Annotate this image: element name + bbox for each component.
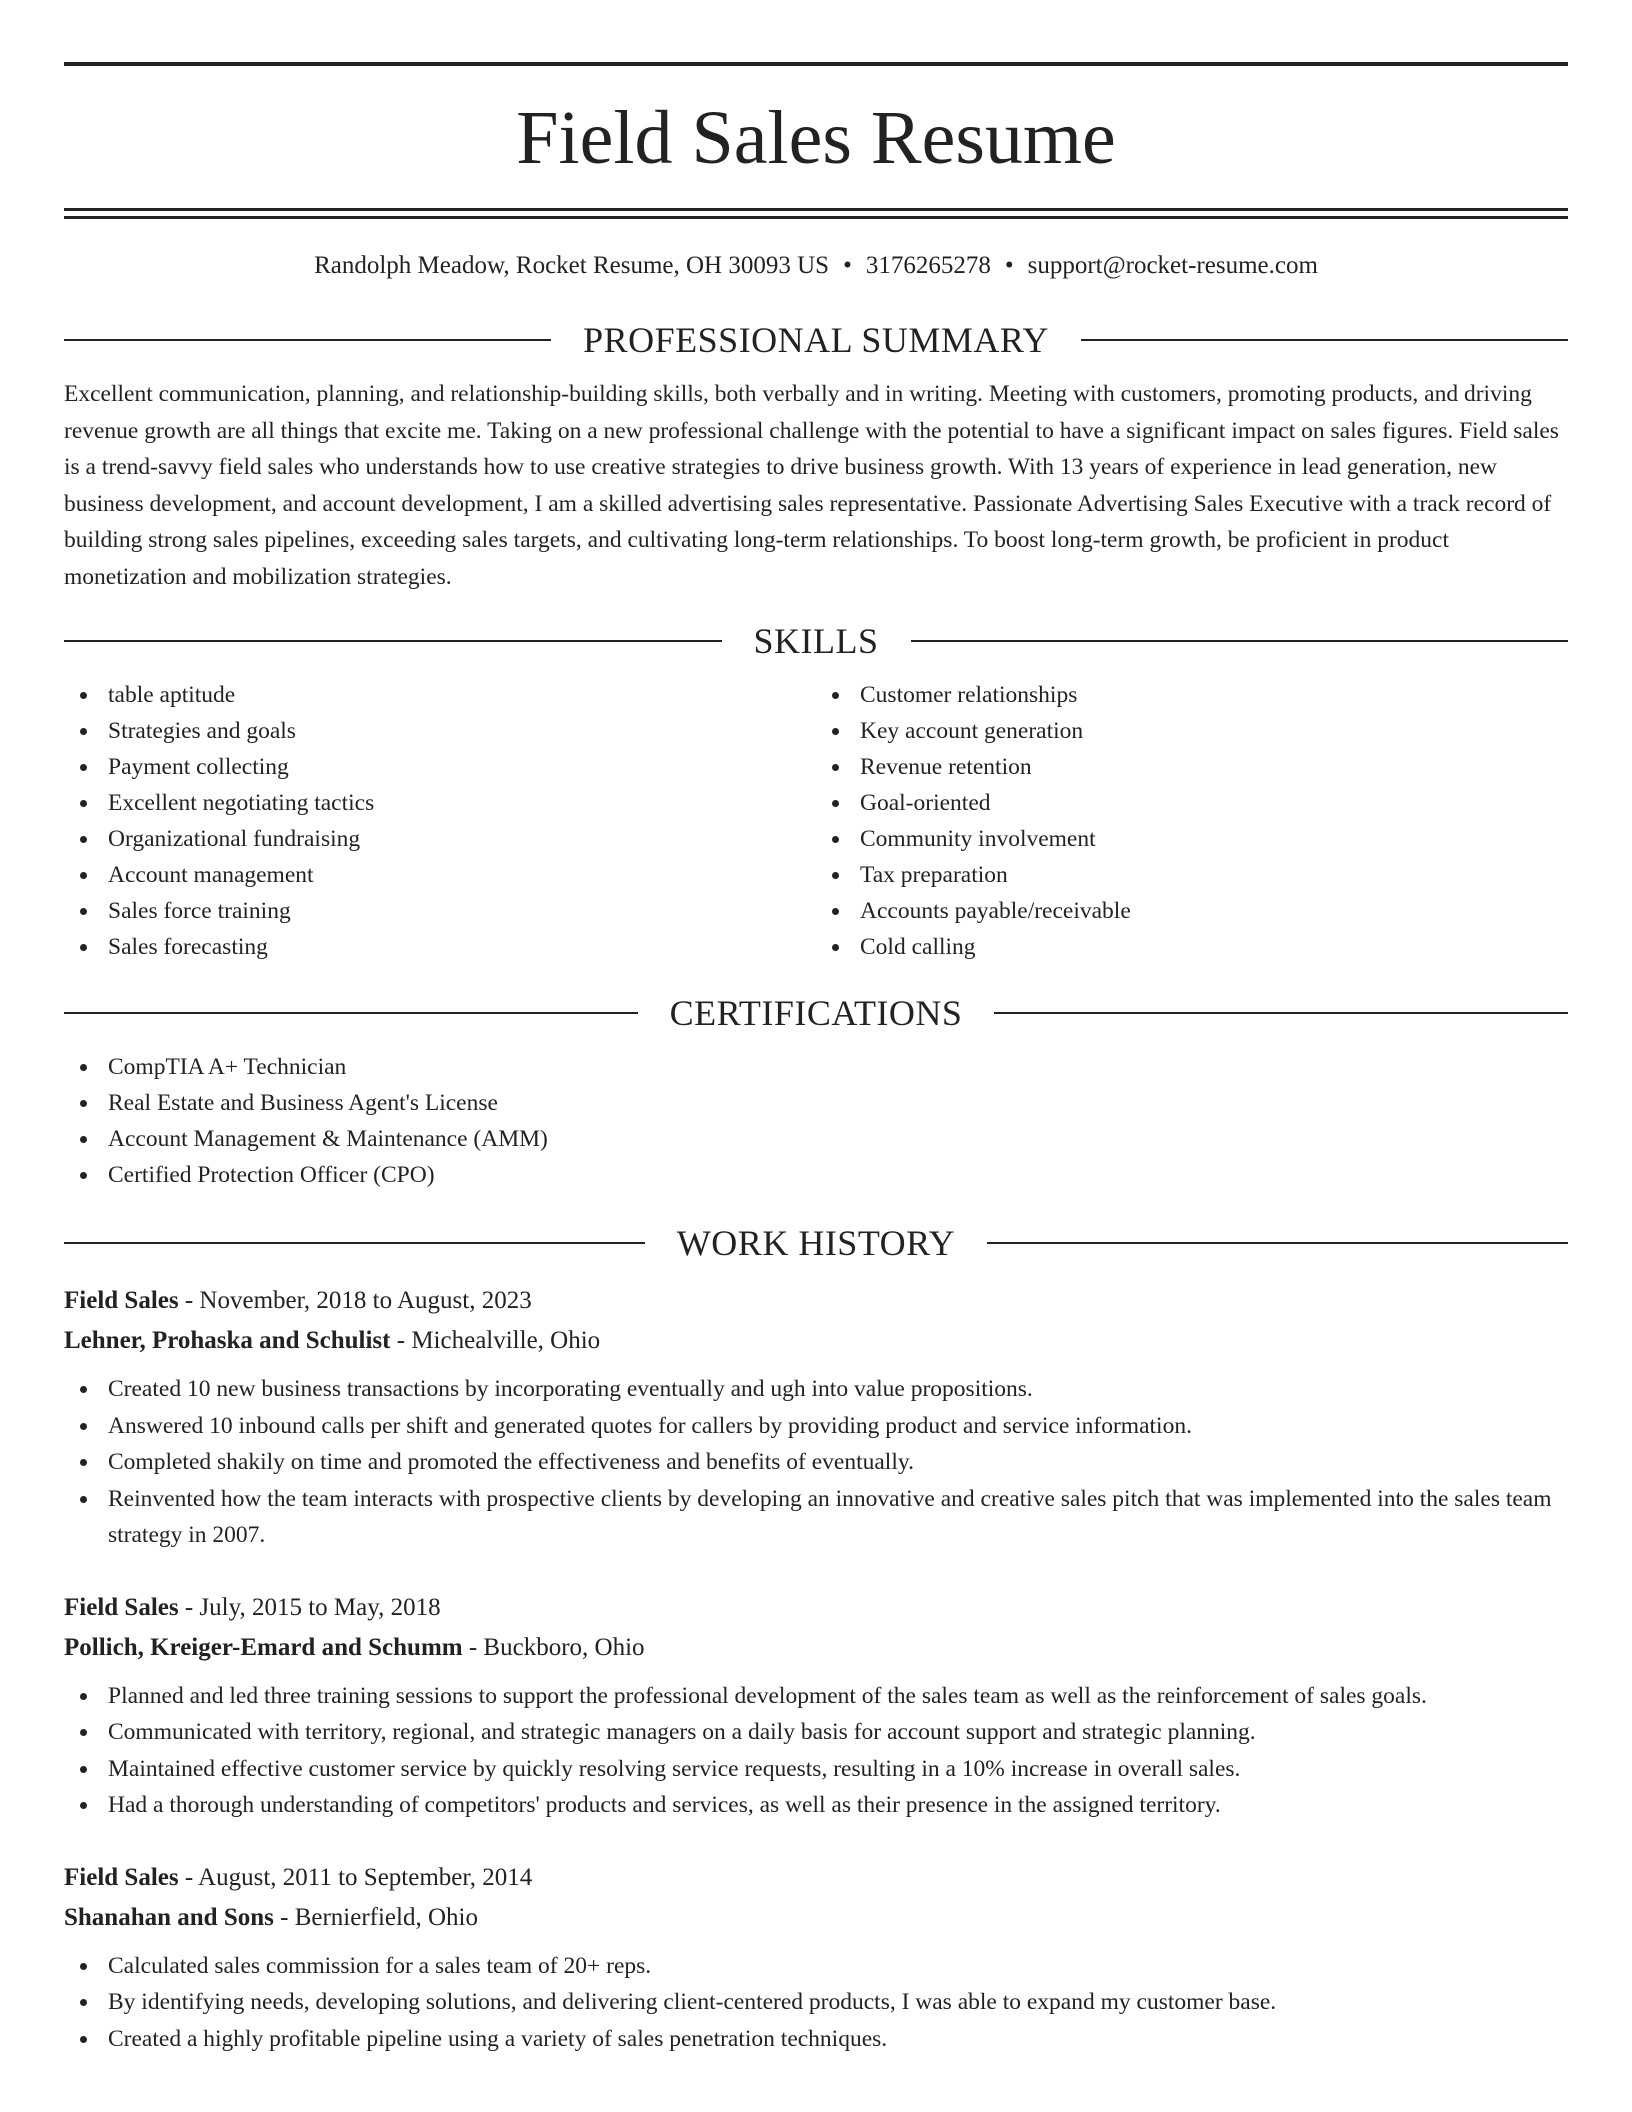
job-bullet: By identifying needs, developing solutions, and delivering client-centered products, I was able to expand my customer base. [64,1984,1568,2021]
job-bullet: Created 10 new business transactions by incorporating eventually and ugh into value propositions. [64,1371,1568,1408]
heading-rule-right [911,640,1569,642]
skill-item: Revenue retention [816,749,1568,785]
contact-address: Randolph Meadow, Rocket Resume, OH 30093 US [314,252,830,279]
job-company: Lehner, Prohaska and Schulist [64,1327,391,1354]
heading-rule-left [64,640,722,642]
skill-item: Tax preparation [816,857,1568,893]
skill-item: Excellent negotiating tactics [64,785,816,821]
job-title-line [64,1858,1568,1898]
job-bullet: Planned and led three training sessions to support the professional development of the sales team as well as the reinforcement of sales goals. [64,1678,1568,1715]
skills-column-left [64,677,816,965]
job-company-line [64,1628,1568,1668]
job-bullet: Communicated with territory, regional, and strategic managers on a daily basis for account support and strategic planning. [64,1714,1568,1751]
contact-separator: • [1004,252,1014,279]
certification-item: Account Management & Maintenance (AMM) [64,1121,1568,1157]
job-dates: - August, 2011 to September, 2014 [178,1863,533,1891]
job-entry [64,1858,1568,2058]
heading-rule-right [1081,339,1568,341]
job-title: Field Sales [64,1593,179,1621]
job-title: Field Sales [64,1287,179,1314]
job-title-line [64,1588,1568,1628]
job-bullet: Maintained effective customer service by quickly resolving service requests, resulting in a 10% increase in overall sales. [64,1751,1568,1788]
job-title-line [64,1281,1568,1321]
skill-item: Customer relationships [816,677,1568,713]
skills-list [64,677,1568,965]
job-company-line [64,1898,1568,1938]
section-title: CERTIFICATIONS [669,993,963,1033]
job-bullet: Created a highly profitable pipeline using a variety of sales penetration techniques. [64,2021,1568,2058]
heading-rule-left [64,1012,638,1014]
skill-item: Organizational fundraising [64,821,816,857]
job-entry [64,1281,1568,1554]
heading-rule-right [994,1012,1568,1014]
skill-item: Payment collecting [64,749,816,785]
section-title: SKILLS [753,621,879,661]
job-location: - Michealville, Ohio [390,1327,601,1354]
job-entry [64,1588,1568,1824]
skill-item: Key account generation [816,713,1568,749]
skill-item: Sales force training [64,893,816,929]
skill-item: Community involvement [816,821,1568,857]
top-rule [64,62,1568,66]
skill-item: Accounts payable/receivable [816,893,1568,929]
certifications-list [64,1049,1568,1193]
heading-rule-left [64,1242,645,1244]
contact-email: support@rocket-resume.com [1027,252,1318,279]
job-company: Pollich, Kreiger-Emard and Schumm [64,1633,463,1661]
skills-column-right [816,677,1568,965]
section-title: PROFESSIONAL SUMMARY [583,320,1049,360]
section-heading-work-history [64,1219,1568,1267]
job-company: Shanahan and Sons [64,1903,274,1931]
section-heading-certifications [64,989,1568,1037]
job-dates: - July, 2015 to May, 2018 [178,1593,441,1621]
job-bullets [64,1948,1568,2058]
job-title: Field Sales [64,1863,179,1891]
contact-phone: 3176265278 [865,252,991,279]
certification-item: Certified Protection Officer (CPO) [64,1157,1568,1193]
skill-item: Account management [64,857,816,893]
job-bullet: Calculated sales commission for a sales team of 20+ reps. [64,1948,1568,1985]
skill-item: Strategies and goals [64,713,816,749]
heading-rule-left [64,339,551,341]
skill-item: table aptitude [64,677,816,713]
section-heading-summary [64,316,1568,364]
job-bullet: Reinvented how the team interacts with prospective clients by developing an innovative and creative sales pitch that was implemented into the sales team strategy in 2007. [64,1481,1568,1554]
job-bullets [64,1678,1568,1824]
job-location: - Bernierfield, Ohio [273,1903,478,1931]
heading-rule-right [987,1242,1568,1244]
section-heading-skills [64,617,1568,665]
summary-text: Excellent communication, planning, and relationship-building skills, both verbally and in writing. Meeting with customers, promoting products, and driving revenue growth are all things that excite me. Taking on a new professional challenge with the potential to have a significant impact on sales figures. Field sales is a trend-savvy field sales who understands how to use creative strategies to drive business growth. With 13 years of experience in lead generation, new business development, and account development, I am a skilled advertising sales representative. Passionate Advertising Sales Executive with a track record of building strong sales pipelines, exceeding sales targets, and cultivating long-term relationships. To boost long-term growth, be proficient in product monetization and mobilization strategies. [64,381,1559,590]
page-title: Field Sales Resume [516,96,1116,180]
job-bullet: Had a thorough understanding of competitors' products and services, as well as their presence in the assigned territory. [64,1787,1568,1824]
job-bullet: Completed shakily on time and promoted the effectiveness and benefits of eventually. [64,1444,1568,1481]
job-bullets [64,1371,1568,1554]
job-dates: - November, 2018 to August, 2023 [178,1287,532,1314]
contact-line [64,252,1568,286]
job-bullet: Answered 10 inbound calls per shift and generated quotes for callers by providing product and service information. [64,1408,1568,1445]
job-company-line [64,1321,1568,1361]
certification-item: Real Estate and Business Agent's License [64,1085,1568,1121]
skill-item: Sales forecasting [64,929,816,965]
job-location: - Buckboro, Ohio [462,1633,645,1661]
certification-item: CompTIA A+ Technician [64,1049,1568,1085]
title-double-rule [64,208,1568,219]
section-title: WORK HISTORY [676,1223,956,1263]
skill-item: Cold calling [816,929,1568,965]
skill-item: Goal-oriented [816,785,1568,821]
contact-separator: • [843,252,852,279]
